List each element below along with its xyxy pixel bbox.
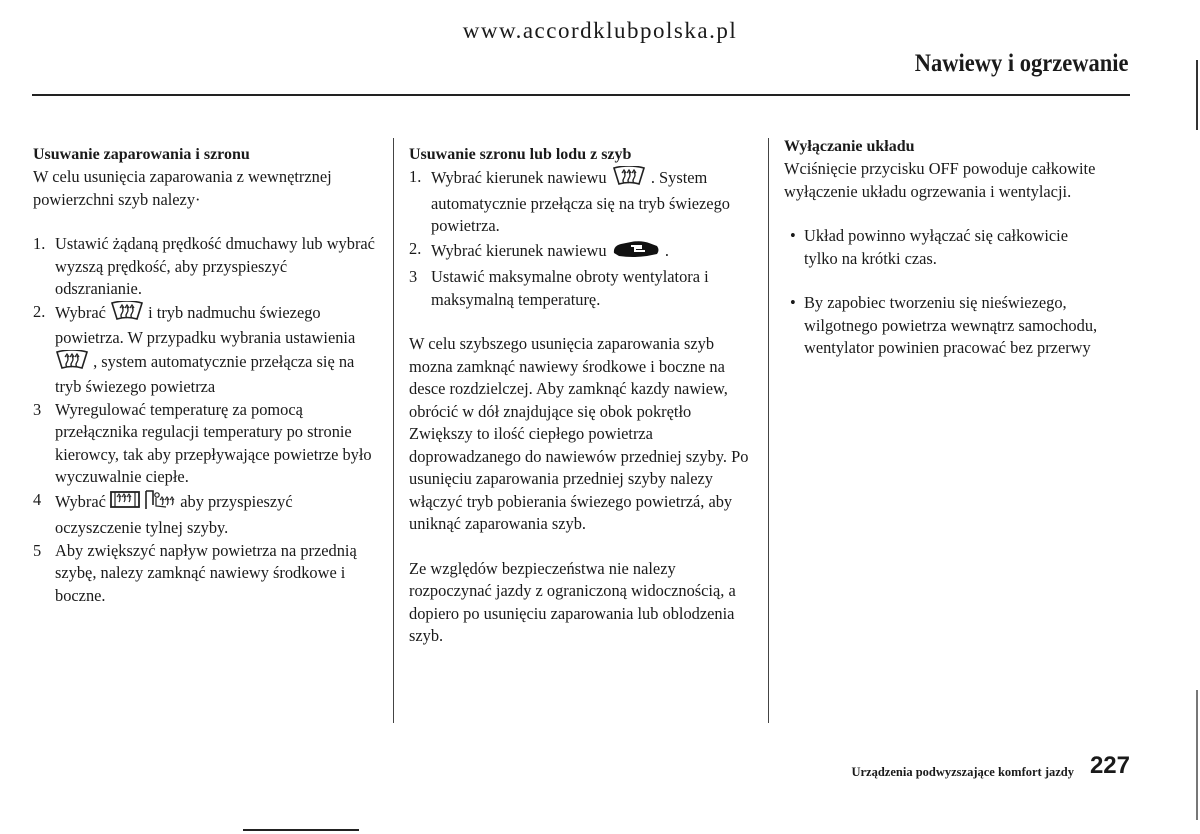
list-item bbox=[409, 266, 754, 311]
bullet-icon: • bbox=[790, 293, 796, 312]
bullet-icon: • bbox=[790, 226, 796, 245]
step-text: Wyregulować temperaturę za pomocą przełącznika regulacji temperatury po stronie kierowcy, tak aby przepływające powietrze było wyczuwalnie ciepłe. bbox=[55, 399, 372, 486]
steps-list bbox=[33, 233, 378, 607]
watermark: www.accordklubpolska.pl bbox=[462, 18, 738, 43]
step-text: aby przyspieszyć oczyszczenie tylnej szyby. bbox=[55, 491, 293, 537]
windshield-defrost-icon bbox=[55, 350, 89, 377]
section-heading: Wyłączanie układu bbox=[784, 138, 915, 155]
header-rule bbox=[32, 94, 1130, 96]
floor-vent-icon bbox=[611, 238, 661, 267]
page-edge-mark bbox=[1196, 60, 1198, 130]
step-number: 2. bbox=[409, 238, 422, 258]
column-2 bbox=[409, 144, 754, 648]
step-text: . System automatycznie przełącza się na tryb świezego powietrza. bbox=[431, 168, 730, 235]
step-number: 4 bbox=[33, 489, 42, 509]
column-3 bbox=[784, 136, 1104, 360]
list-item bbox=[409, 238, 754, 267]
windshield-defrost-icon bbox=[110, 301, 144, 328]
windshield-defrost-icon bbox=[611, 166, 647, 193]
step-text: Wybrać kierunek nawiewu bbox=[431, 240, 607, 260]
step-text: Wybrać kierunek nawiewu bbox=[431, 168, 607, 188]
step-text: Ustawić maksymalne obroty wentylatora i maksymalną temperaturę. bbox=[431, 267, 709, 309]
bullet-item bbox=[784, 292, 1104, 360]
list-item bbox=[33, 489, 378, 540]
step-number: 3 bbox=[33, 399, 42, 419]
step-number: 2. bbox=[33, 301, 46, 321]
step-number: 3 bbox=[409, 267, 418, 286]
column-divider bbox=[393, 138, 394, 723]
body-paragraph: W celu szybszego usunięcia zaparowania szyb mozna zamknąć nawiewy środkowe i boczne na desce rozdzielczej. Aby zamknąć kazdy nawiew, obrócić w dół znajdujące się obok pokrętło Zwiększy to ilość ciepłego powietrza doprowadzanego do nawiewów przedniej szyby. Po usunięciu zaparowania przedniej szyby nalezy włączyć tryb pobierania świezego powietrzá, aby uniknąć zaparowania szyb. bbox=[409, 334, 749, 533]
body-paragraph: Ze względów bezpieczeństwa nie nalezy rozpoczynać jazdy z ograniczoną widocznością, a dopiero po usunięciu zaparowania lub oblodzenia szyb. bbox=[409, 558, 736, 645]
intro-paragraph: Wciśnięcie przycisku OFF powoduje całkowite wyłączenie układu ogrzewania i wentylacji. bbox=[784, 159, 1096, 201]
step-text: Wybrać bbox=[55, 491, 106, 511]
intro-paragraph: W celu usunięcia zaparowania z wewnętrznej powierzchni szyb nalezy· bbox=[33, 167, 332, 209]
list-item bbox=[33, 540, 378, 608]
step-text: Ustawić żądaną prędkość dmuchawy lub wybrać wyzszą prędkość, aby przyspieszyć odszranianie. bbox=[55, 234, 375, 298]
step-number: 1. bbox=[409, 167, 422, 186]
column-1 bbox=[33, 144, 378, 607]
step-text: , system automatycznie przełącza się na tryb świezego powietrza bbox=[55, 351, 355, 396]
rear-defrost-icon bbox=[110, 490, 140, 517]
step-number: 5 bbox=[33, 540, 42, 560]
floor-defrost-icon bbox=[144, 489, 176, 518]
section-heading: Usuwanie szronu lub lodu z szyb bbox=[409, 146, 632, 163]
column-divider bbox=[768, 138, 769, 723]
step-text: i tryb nadmuchu świezego powietrza. W przypadku wybrania ustawienia bbox=[55, 302, 356, 347]
list-item bbox=[33, 233, 378, 301]
list-item bbox=[33, 301, 378, 399]
bullet-text: By zapobiec tworzeniu się nieświezego, wilgotnego powietrza wewnątrz samochodu, wentylator powinien pracować bez przerwy bbox=[804, 293, 1098, 357]
list-item bbox=[33, 399, 378, 489]
bottom-rule bbox=[243, 829, 359, 831]
page-edge-mark bbox=[1196, 690, 1198, 820]
step-text: . bbox=[664, 240, 669, 260]
step-text: Wybrać bbox=[55, 302, 106, 322]
step-text: Aby zwiększyć napływ powietrza na przednią szybę, nalezy zamknąć nawiewy środkowe i boczne. bbox=[55, 540, 357, 605]
footer-section-title: Urządzenia podwyzszające komfort jazdy bbox=[851, 765, 1074, 779]
page-title: Nawiewy i ogrzewanie bbox=[914, 50, 1128, 77]
list-item bbox=[409, 166, 754, 238]
section-heading: Usuwanie zaparowania i szronu bbox=[33, 146, 250, 163]
step-number: 1. bbox=[33, 234, 46, 253]
bullet-item bbox=[784, 225, 1104, 270]
bullet-text: Układ powinno wyłączać się całkowicie tylko na krótki czas. bbox=[804, 226, 1068, 268]
page-number: 227 bbox=[1089, 752, 1130, 779]
steps-list bbox=[409, 166, 754, 311]
